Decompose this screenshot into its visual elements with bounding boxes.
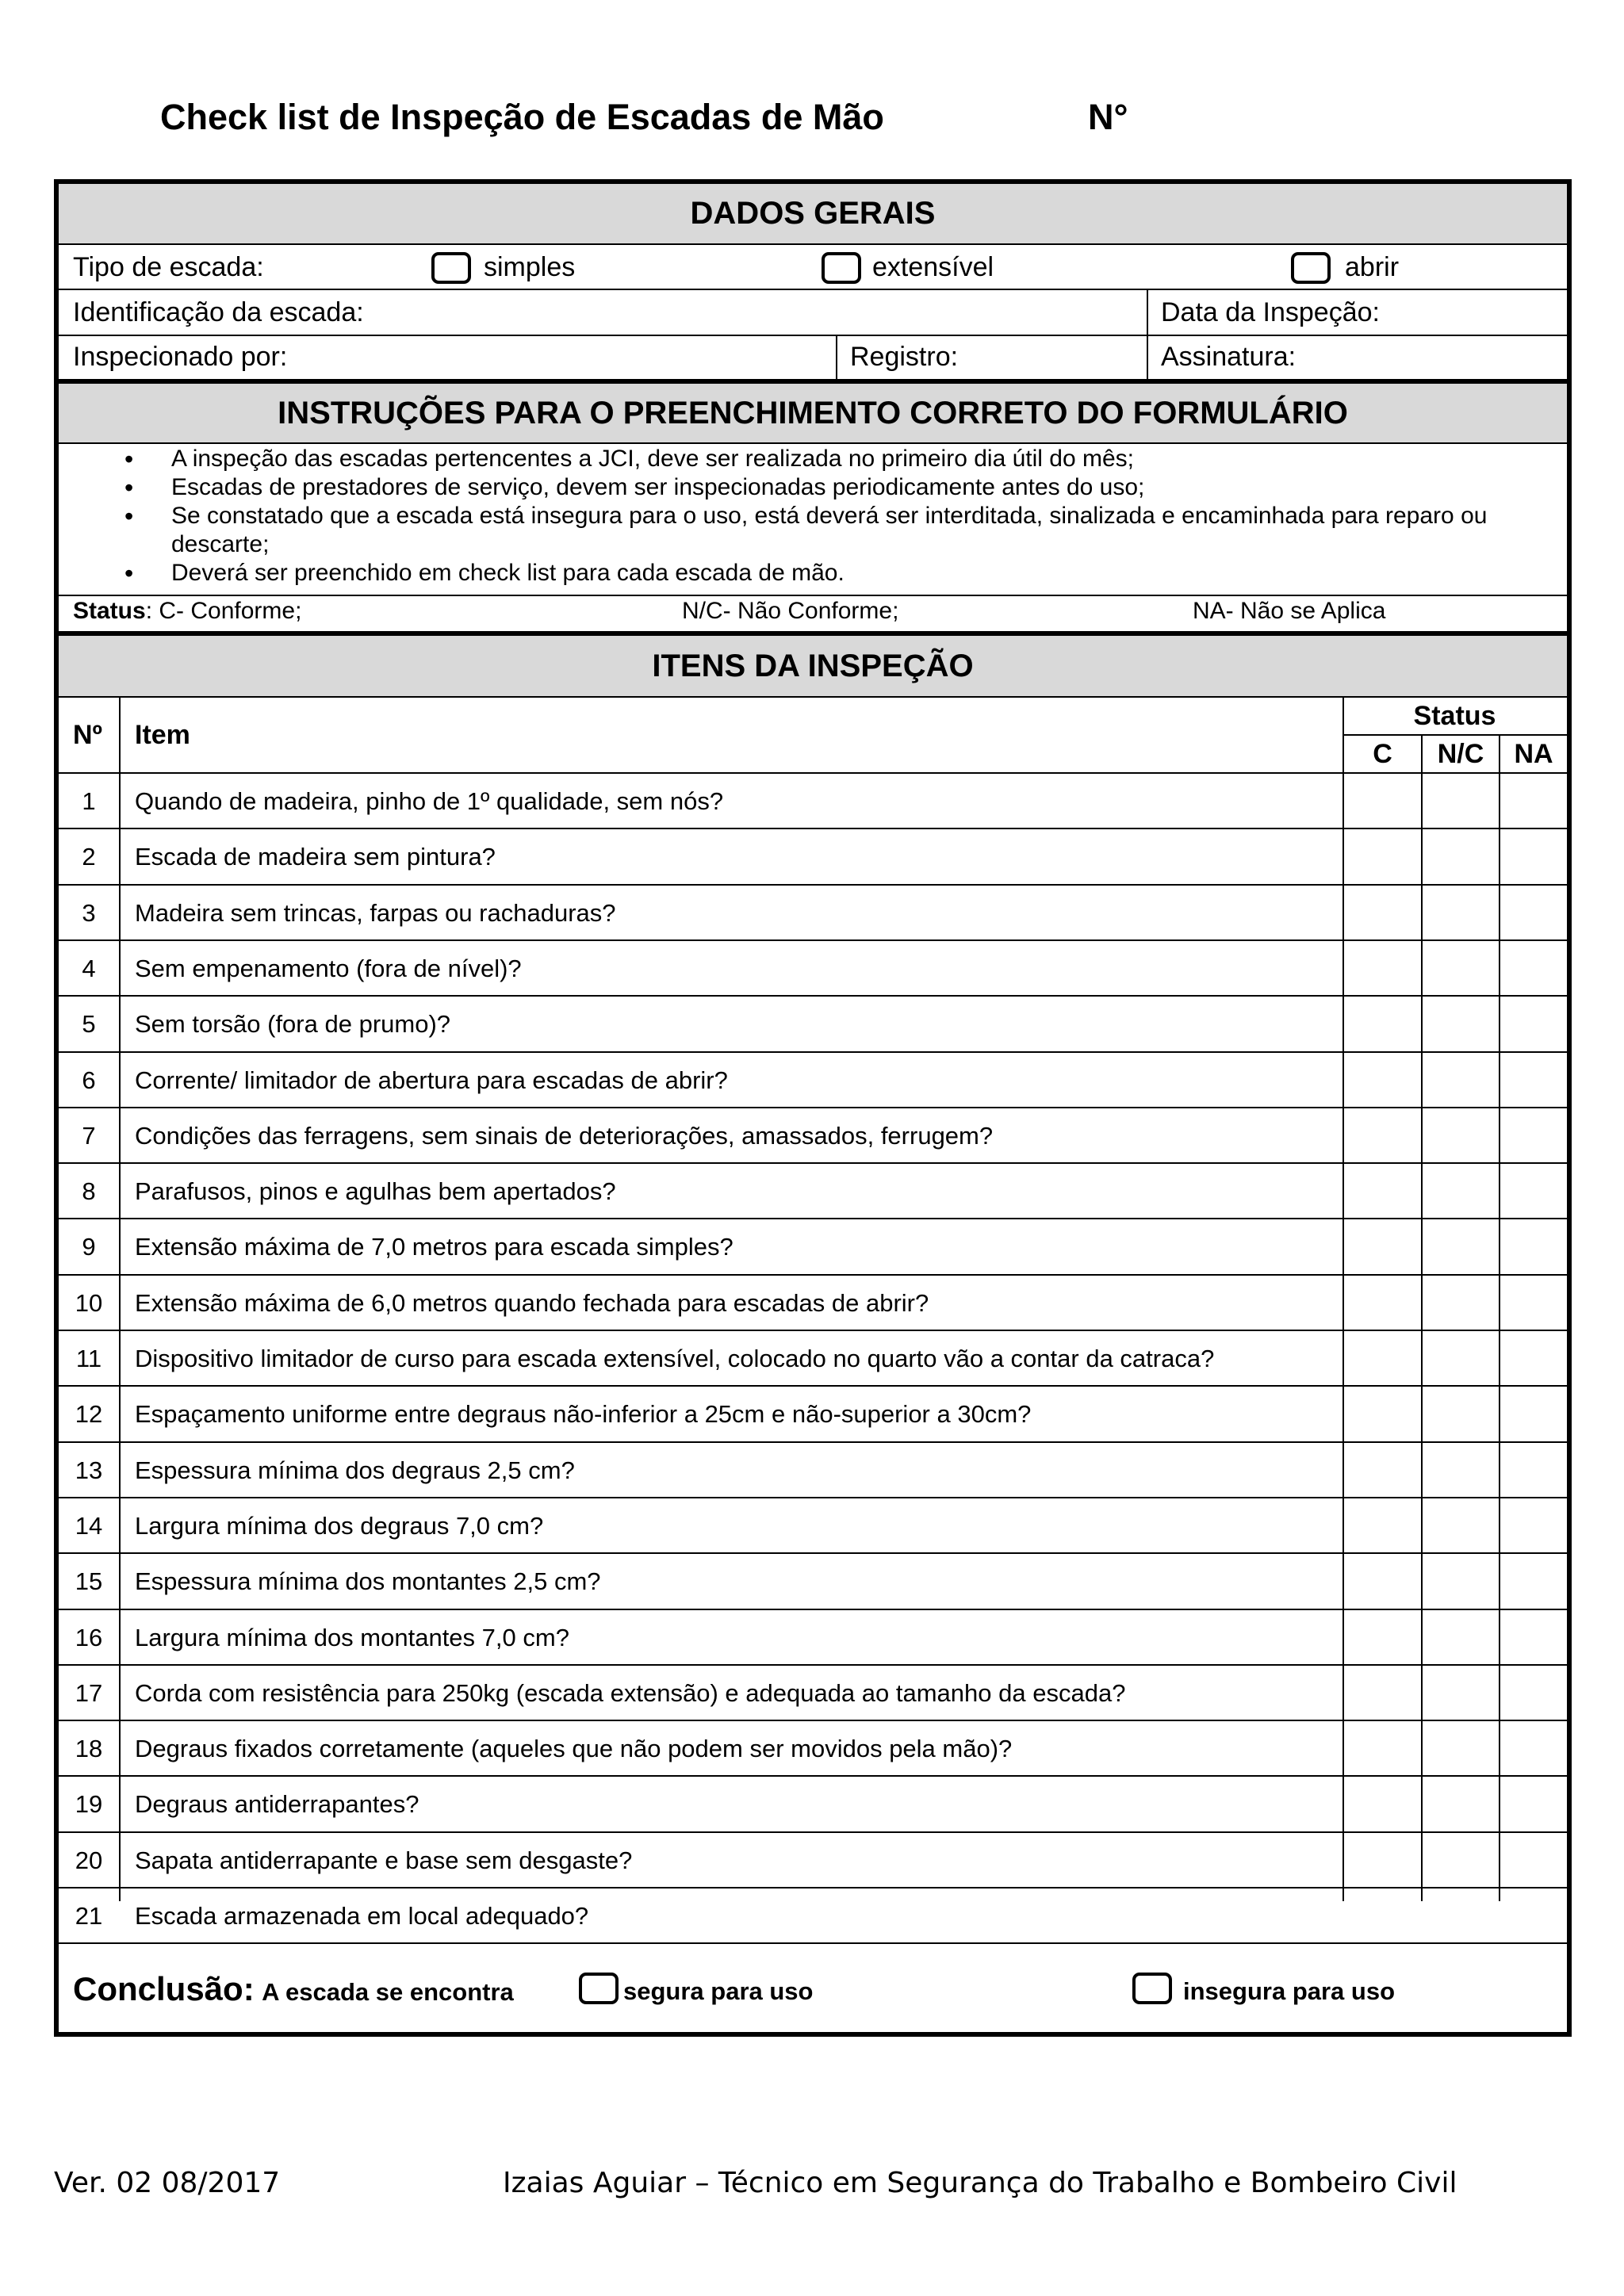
table-row <box>59 941 1567 997</box>
status-c-cell[interactable] <box>1344 1276 1421 1331</box>
status-legend-c <box>73 599 301 623</box>
item-number: 11 <box>75 1345 102 1372</box>
status-nc-cell[interactable] <box>1423 1610 1499 1666</box>
status-na-cell[interactable] <box>1500 1721 1567 1777</box>
divider <box>1147 335 1148 379</box>
status-na-cell[interactable] <box>1500 1498 1567 1554</box>
status-nc-cell[interactable] <box>1423 1053 1499 1108</box>
table-row <box>59 1276 1567 1331</box>
table-row <box>59 1777 1567 1832</box>
status-nc-cell[interactable] <box>1423 774 1499 829</box>
items-heading: ITENS DA INSPEÇÃO <box>59 636 1567 696</box>
ladder-type-simples-label: simples <box>484 252 576 282</box>
status-na-cell[interactable] <box>1500 1276 1567 1331</box>
item-text: Largura mínima dos degraus 7,0 cm? <box>135 1511 544 1540</box>
status-na-cell[interactable] <box>1500 1108 1567 1164</box>
status-nc-cell[interactable] <box>1423 886 1499 941</box>
divider <box>59 595 1567 596</box>
ladder-type-simples-checkbox[interactable] <box>431 252 471 284</box>
divider <box>59 335 1567 336</box>
status-c-cell[interactable] <box>1344 1331 1421 1387</box>
column-header-item: Item <box>135 720 190 750</box>
status-na-cell[interactable] <box>1500 1777 1567 1832</box>
status-c-cell[interactable] <box>1344 1443 1421 1498</box>
item-number: 3 <box>82 898 96 927</box>
status-na-cell[interactable] <box>1500 886 1567 941</box>
item-number: 20 <box>75 1846 103 1874</box>
divider <box>59 289 1567 290</box>
item-text: Extensão máxima de 6,0 metros quando fechada para escadas de abrir? <box>135 1288 929 1317</box>
item-number: 17 <box>75 1678 103 1707</box>
status-c-cell[interactable] <box>1344 1888 1421 1944</box>
status-nc-cell[interactable] <box>1423 829 1499 885</box>
table-row <box>59 1164 1567 1219</box>
column-header-na: NA <box>1514 739 1553 769</box>
item-text: Parafusos, pinos e agulhas bem apertados? <box>135 1177 616 1206</box>
instruction-item: • Escadas de prestadores de serviço, devem ser inspecionadas periodicamente antes do uso; <box>59 473 1567 502</box>
item-number: 7 <box>82 1121 96 1150</box>
item-text: Dispositivo limitador de curso para escada extensível, colocado no quarto vão a contar da catraca? <box>135 1345 1215 1372</box>
status-na-cell[interactable] <box>1500 1331 1567 1387</box>
item-text: Espaçamento uniforme entre degraus não-inferior a 25cm e não-superior a 30cm? <box>135 1400 1032 1429</box>
divider <box>1342 734 1567 736</box>
table-row <box>59 997 1567 1052</box>
status-nc-cell[interactable] <box>1423 1443 1499 1498</box>
status-c-cell[interactable] <box>1344 1219 1421 1275</box>
status-nc-cell[interactable] <box>1423 1108 1499 1164</box>
status-na-cell[interactable] <box>1500 774 1567 829</box>
item-text: Extensão máxima de 7,0 metros para escada simples? <box>135 1233 733 1261</box>
item-text: Degraus antiderrapantes? <box>135 1790 419 1819</box>
status-na-cell[interactable] <box>1500 1833 1567 1888</box>
item-text: Escada de madeira sem pintura? <box>135 843 496 871</box>
item-number: 19 <box>75 1790 103 1819</box>
item-text: Largura mínima dos montantes 7,0 cm? <box>135 1623 569 1651</box>
item-number: 5 <box>82 1010 96 1039</box>
item-number: 18 <box>75 1735 103 1763</box>
status-c-cell[interactable] <box>1344 997 1421 1052</box>
table-row <box>59 1443 1567 1498</box>
status-nc-cell[interactable] <box>1423 1777 1499 1832</box>
status-na-cell[interactable] <box>1500 1666 1567 1721</box>
table-row <box>59 1610 1567 1666</box>
status-nc-cell[interactable] <box>1423 1666 1499 1721</box>
page-title: Check list de Inspeção de Escadas de Mão <box>160 97 884 137</box>
conclusion-label: Conclusão: <box>73 1970 255 2007</box>
item-text: Sem torsão (fora de prumo)? <box>135 1010 451 1039</box>
table-row <box>59 1666 1567 1721</box>
status-legend-label: Status <box>73 598 146 624</box>
ladder-type-extensivel-checkbox[interactable] <box>822 252 861 284</box>
status-c-cell[interactable] <box>1344 1833 1421 1888</box>
status-nc-cell[interactable] <box>1423 941 1499 997</box>
item-number: 21 <box>75 1902 103 1930</box>
status-nc-cell[interactable] <box>1423 1554 1499 1609</box>
status-na-cell[interactable] <box>1500 1610 1567 1666</box>
footer-version: Ver. 02 08/2017 <box>54 2167 281 2199</box>
conclusion-unsafe-checkbox[interactable] <box>1132 1973 1172 2004</box>
table-row <box>59 1108 1567 1164</box>
status-na-cell[interactable] <box>1500 1164 1567 1219</box>
item-number: 10 <box>75 1288 103 1317</box>
table-row <box>59 1888 1567 1944</box>
status-na-cell[interactable] <box>1500 1053 1567 1108</box>
table-row <box>59 1331 1567 1387</box>
item-number: 4 <box>82 954 96 982</box>
conclusion-safe-label: segura para uso <box>623 1977 814 2005</box>
signature-field[interactable]: Assinatura: <box>1161 342 1297 372</box>
item-number: 8 <box>82 1177 96 1206</box>
registration-field[interactable]: Registro: <box>850 342 959 372</box>
item-number: 15 <box>75 1567 103 1596</box>
item-text: Condições das ferragens, sem sinais de deteriorações, amassados, ferrugem? <box>135 1121 994 1150</box>
general-data-heading: DADOS GERAIS <box>59 184 1567 243</box>
table-row <box>59 829 1567 885</box>
divider <box>1147 289 1148 335</box>
instructions-heading: INSTRUÇÕES PARA O PREENCHIMENTO CORRETO DO FORMULÁRIO <box>59 384 1567 442</box>
divider <box>59 696 1567 698</box>
item-number: 9 <box>82 1233 96 1261</box>
ladder-type-abrir-label: abrir <box>1345 252 1400 282</box>
status-c-cell[interactable] <box>1344 1666 1421 1721</box>
status-c-cell[interactable] <box>1344 1498 1421 1554</box>
status-nc-cell[interactable] <box>1423 1888 1499 1944</box>
item-text: Quando de madeira, pinho de 1º qualidade, sem nós? <box>135 787 724 815</box>
status-legend-c-text: : C- Conforme; <box>145 598 302 624</box>
item-text: Sem empenamento (fora de nível)? <box>135 954 522 982</box>
column-header-nc: N/C <box>1437 739 1484 769</box>
column-header-no: Nº <box>73 720 102 750</box>
status-na-cell[interactable] <box>1500 1219 1567 1275</box>
inspection-date-field[interactable]: Data da Inspeção: <box>1161 297 1380 327</box>
status-nc-cell[interactable] <box>1423 1164 1499 1219</box>
status-c-cell[interactable] <box>1344 1053 1421 1108</box>
item-number: 16 <box>75 1623 103 1651</box>
status-nc-cell[interactable] <box>1423 997 1499 1052</box>
ladder-type-abrir-checkbox[interactable] <box>1291 252 1331 284</box>
status-c-cell[interactable] <box>1344 1164 1421 1219</box>
row-divider <box>59 1942 1567 1944</box>
status-nc-cell[interactable] <box>1423 1331 1499 1387</box>
status-c-cell[interactable] <box>1344 1777 1421 1832</box>
instructions-list <box>59 445 1567 587</box>
status-na-cell[interactable] <box>1500 1387 1567 1442</box>
table-row <box>59 1053 1567 1108</box>
instruction-item: • A inspeção das escadas pertencentes a JCI, deve ser realizada no primeiro dia útil do mês; <box>59 445 1567 473</box>
table-row <box>59 1498 1567 1554</box>
divider <box>59 243 1567 245</box>
table-row <box>59 1387 1567 1442</box>
divider <box>836 335 837 379</box>
status-nc-cell[interactable] <box>1423 1219 1499 1275</box>
ladder-type-extensivel-label: extensível <box>872 252 994 282</box>
item-text: Espessura mínima dos montantes 2,5 cm? <box>135 1567 601 1596</box>
status-legend-na: NA- Não se Aplica <box>1193 598 1386 624</box>
status-c-cell[interactable] <box>1344 774 1421 829</box>
table-row <box>59 1554 1567 1609</box>
status-nc-cell[interactable] <box>1423 1276 1499 1331</box>
status-c-cell[interactable] <box>1344 829 1421 885</box>
form-number-label: N° <box>1088 97 1128 137</box>
conclusion <box>73 1970 514 2007</box>
status-na-cell[interactable] <box>1500 1443 1567 1498</box>
instruction-item: • Se constatado que a escada está insegura para o uso, está deverá ser interditada, sinalizada e encaminhada para reparo ou descarte; <box>59 502 1567 559</box>
status-c-cell[interactable] <box>1344 1610 1421 1666</box>
status-na-cell[interactable] <box>1500 997 1567 1052</box>
instruction-item: • Deverá ser preenchido em check list para cada escada de mão. <box>59 559 1567 587</box>
item-text: Degraus fixados corretamente (aqueles que não podem ser movidos pela mão)? <box>135 1735 1013 1763</box>
status-na-cell[interactable] <box>1500 1554 1567 1609</box>
inspected-by-field[interactable]: Inspecionado por: <box>73 342 288 372</box>
item-number: 14 <box>75 1511 103 1540</box>
conclusion-safe-checkbox[interactable] <box>579 1973 619 2004</box>
status-c-cell[interactable] <box>1344 1108 1421 1164</box>
table-row <box>59 1721 1567 1777</box>
column-header-c: C <box>1373 739 1392 769</box>
item-text: Sapata antiderrapante e base sem desgaste? <box>135 1846 633 1874</box>
item-number: 2 <box>82 843 96 871</box>
status-nc-cell[interactable] <box>1423 1833 1499 1888</box>
ladder-type-label: Tipo de escada: <box>73 252 264 282</box>
table-row <box>59 1833 1567 1888</box>
status-nc-cell[interactable] <box>1423 1387 1499 1442</box>
item-number: 12 <box>75 1400 103 1429</box>
item-number: 6 <box>82 1066 96 1094</box>
item-text: Escada armazenada em local adequado? <box>135 1902 589 1930</box>
item-number: 13 <box>75 1456 103 1484</box>
status-c-cell[interactable] <box>1344 941 1421 997</box>
table-row <box>59 1219 1567 1275</box>
table-row <box>59 886 1567 941</box>
status-c-cell[interactable] <box>1344 1387 1421 1442</box>
status-c-cell[interactable] <box>1344 886 1421 941</box>
table-row <box>59 774 1567 829</box>
status-na-cell[interactable] <box>1500 829 1567 885</box>
item-text: Corda com resistência para 250kg (escada extensão) e adequada ao tamanho da escada? <box>135 1678 1126 1707</box>
divider <box>59 442 1567 444</box>
status-legend-nc: N/C- Não Conforme; <box>682 598 899 624</box>
conclusion-unsafe-label: insegura para uso <box>1183 1977 1396 2005</box>
status-nc-cell[interactable] <box>1423 1498 1499 1554</box>
item-text: Espessura mínima dos degraus 2,5 cm? <box>135 1456 575 1484</box>
conclusion-text: A escada se encontra <box>262 1978 514 2006</box>
item-number: 1 <box>82 787 96 815</box>
inspection-form <box>54 179 1572 2037</box>
item-text: Corrente/ limitador de abertura para escadas de abrir? <box>135 1066 728 1094</box>
identification-field[interactable]: Identificação da escada: <box>73 297 364 327</box>
footer-author: Izaias Aguiar – Técnico em Segurança do Trabalho e Bombeiro Civil <box>503 2167 1457 2199</box>
status-na-cell[interactable] <box>1500 941 1567 997</box>
status-na-cell[interactable] <box>1500 1888 1567 1944</box>
status-c-cell[interactable] <box>1344 1554 1421 1609</box>
column-header-status: Status <box>1413 701 1496 731</box>
status-c-cell[interactable] <box>1344 1721 1421 1777</box>
status-nc-cell[interactable] <box>1423 1721 1499 1777</box>
item-text: Madeira sem trincas, farpas ou rachaduras? <box>135 898 616 927</box>
